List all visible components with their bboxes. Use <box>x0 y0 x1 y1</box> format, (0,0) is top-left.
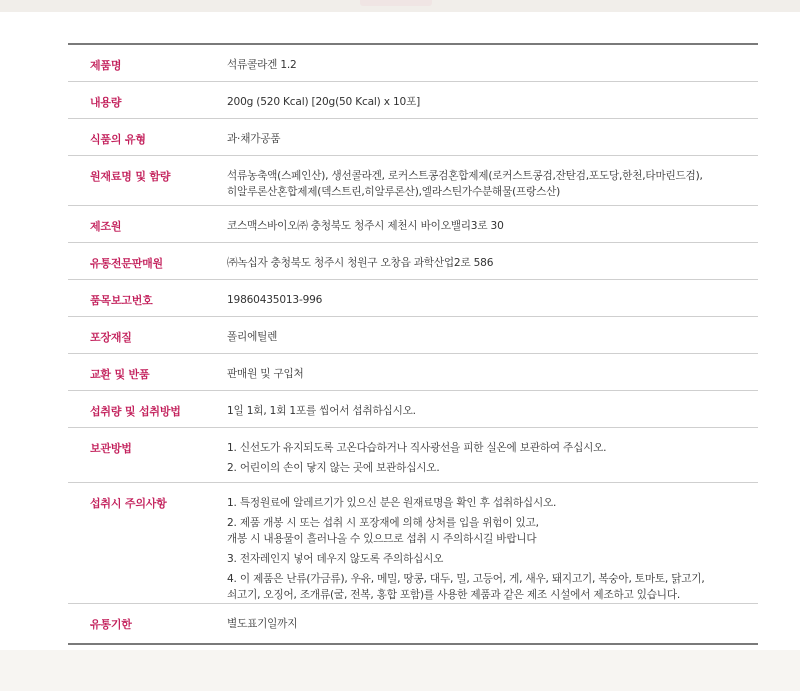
row-storage <box>68 427 758 482</box>
value-line: 200g (520 Kcal) [20g(50 Kcal) x 10포] <box>227 95 421 108</box>
row-expiration <box>68 603 758 644</box>
value-line: ㈜녹십자 충청북도 청주시 청원구 오창읍 과학산업2로 586 <box>227 256 494 269</box>
value-exchange-return <box>227 353 758 390</box>
value-report-number <box>227 279 758 316</box>
label-distributor: 유통전문판매원 <box>68 242 227 279</box>
value-product-name <box>227 44 758 81</box>
value-line: 판매원 및 구입처 <box>227 367 304 380</box>
label-ingredients: 원재료명 및 함량 <box>68 155 227 205</box>
row-net-content <box>68 81 758 118</box>
value-ingredients <box>227 155 758 205</box>
row-precautions <box>68 482 758 603</box>
label-net-content: 내용량 <box>68 81 227 118</box>
value-line: 과·채가공품 <box>227 132 281 145</box>
value-net-content <box>227 81 758 118</box>
label-manufacturer: 제조원 <box>68 205 227 242</box>
product-info-table <box>68 43 758 645</box>
value-precautions <box>227 482 758 603</box>
value-line: 폴리에틸렌 <box>227 330 278 343</box>
value-line: 석류콜라겐 1.2 <box>227 59 297 71</box>
value-line: 2. 제품 개봉 시 또는 섭취 시 포장재에 의해 상처를 입을 위험이 있고, <box>227 516 539 529</box>
value-distributor <box>227 242 758 279</box>
label-product-name: 제품명 <box>68 44 227 81</box>
row-intake-method <box>68 390 758 427</box>
top-decoration <box>360 0 432 6</box>
value-manufacturer <box>227 205 758 242</box>
product-info-panel <box>0 12 800 650</box>
label-report-number: 품목보고번호 <box>68 279 227 316</box>
label-exchange-return: 교환 및 반품 <box>68 353 227 390</box>
row-exchange-return <box>68 353 758 390</box>
value-food-type <box>227 118 758 155</box>
label-food-type: 식품의 유형 <box>68 118 227 155</box>
row-product-name <box>68 44 758 81</box>
value-line: 히알루론산혼합제제(덱스트린,히알루론산),엘라스틴가수분해물(프랑스산) <box>227 185 561 198</box>
row-report-number <box>68 279 758 316</box>
value-line: 코스맥스바이오㈜ 충청북도 청주시 제천시 바이오밸리3로 30 <box>227 219 504 232</box>
label-expiration: 유통기한 <box>68 603 227 644</box>
value-line: 19860435013-996 <box>227 293 323 306</box>
row-packaging <box>68 316 758 353</box>
row-food-type <box>68 118 758 155</box>
value-expiration <box>227 603 758 644</box>
value-line: 1일 1회, 1회 1포를 씹어서 섭취하십시오. <box>227 404 416 417</box>
label-precautions: 섭취시 주의사항 <box>68 482 227 603</box>
row-distributor <box>68 242 758 279</box>
label-packaging: 포장재질 <box>68 316 227 353</box>
label-storage: 보관방법 <box>68 427 227 482</box>
label-intake-method: 섭취량 및 섭취방법 <box>68 390 227 427</box>
value-line: 2. 어린이의 손이 닿지 않는 곳에 보관하십시오. <box>227 461 440 474</box>
value-line: 석류농축액(스페인산), 생선콜라겐, 로커스트콩검혼합제제(로커스트콩검,잔탄검,포도당,한천,타마린드검), <box>227 169 703 182</box>
value-line: 1. 신선도가 유지되도록 고온다습하거나 직사광선을 피한 실온에 보관하여 주십시오. <box>227 441 607 454</box>
value-storage <box>227 427 758 482</box>
value-line: 4. 이 제품은 난류(가금류), 우유, 메밀, 땅콩, 대두, 밀, 고등어, 게, 새우, 돼지고기, 복숭아, 토마토, 닭고기, <box>227 572 705 585</box>
value-line: 별도표기일까지 <box>227 617 298 630</box>
row-manufacturer <box>68 205 758 242</box>
value-intake-method <box>227 390 758 427</box>
value-line: 개봉 시 내용물이 흘러나올 수 있으므로 섭취 시 주의하시길 바랍니다 <box>227 532 537 545</box>
value-packaging <box>227 316 758 353</box>
page-top-strip <box>0 0 800 12</box>
row-ingredients <box>68 155 758 205</box>
value-line: 1. 특정원료에 알레르기가 있으신 분은 원재료명을 확인 후 섭취하십시오. <box>227 496 557 509</box>
page-bottom-area <box>0 650 800 691</box>
value-line: 3. 전자레인지 넣어 데우지 않도록 주의하십시오 <box>227 552 444 565</box>
value-line: 쇠고기, 오징어, 조개류(굴, 전복, 홍합 포함)를 사용한 제품과 같은 제조 시설에서 제조하고 있습니다. <box>227 588 681 601</box>
